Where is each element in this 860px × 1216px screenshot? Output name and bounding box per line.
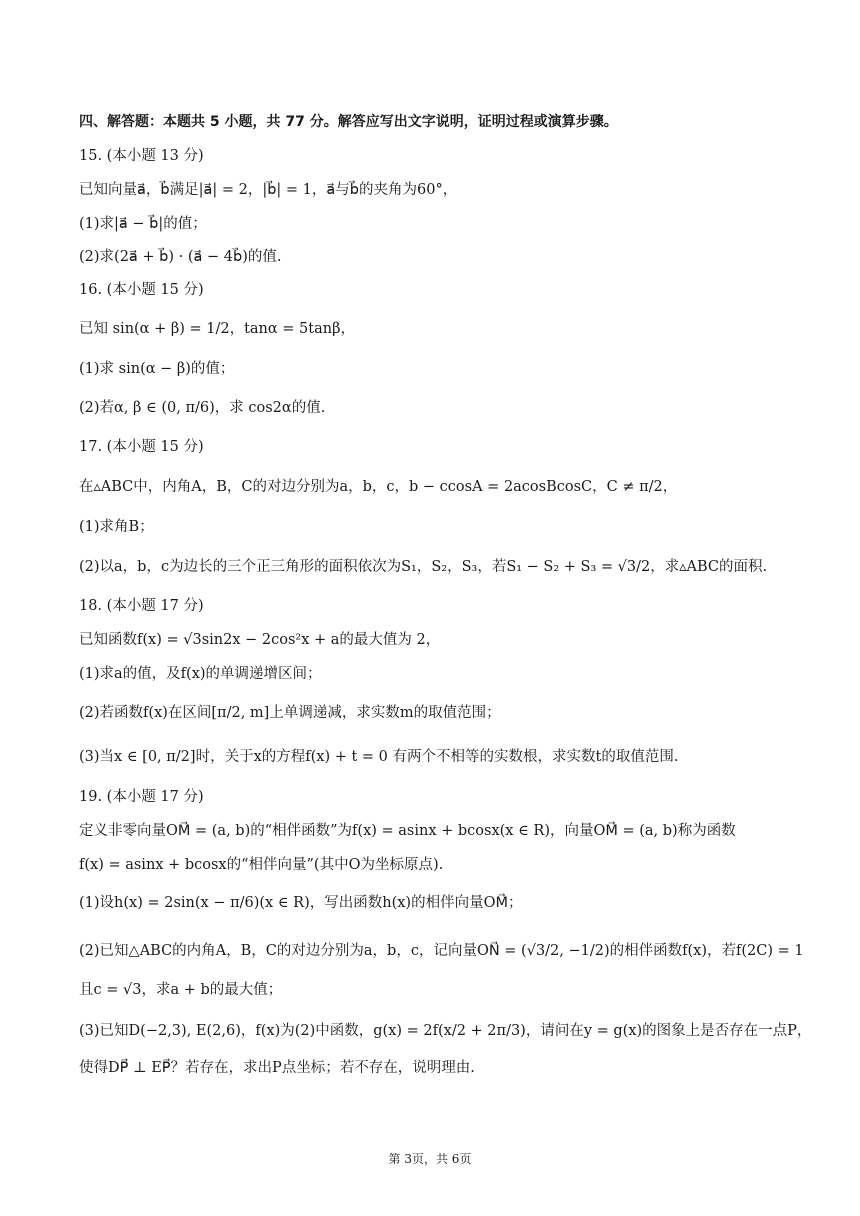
problem-19-line: 使得DP⃗ ⊥ EP⃗？若存在，求出P点坐标；若不存在，说明理由. (79, 1060, 475, 1076)
problem-19-line: 定义非零向量OM⃗ = (a, b)的“相伴函数”为f(x) = asinx + bcosx(x ∈ R)，向量OM⃗ = (a, b)称为函数 (79, 823, 736, 839)
problem-19-line: (3)已知D(−2,3), E(2,6)，f(x)为(2)中函数，g(x) = 2f(x/2 + 2π/3)，请问在y = g(x)的图象上是否存在一点P， (79, 1023, 812, 1039)
problem-19-line: (1)设h(x) = 2sin(x − π/6)(x ∈ R)，写出函数h(x)的相伴向量OM⃗； (79, 895, 523, 911)
problem-15-line: (1)求|a⃗ − b⃗|的值； (79, 216, 207, 232)
problem-15-header: 15. (本小题 13 分) (79, 148, 204, 164)
problem-15-line: (2)求(2a⃗ + b⃗) · (a⃗ − 4b⃗)的值. (79, 249, 282, 265)
problem-16-line: 已知 sin(α + β) = 1/2，tanα = 5tanβ， (79, 321, 355, 337)
problem-17-line: (2)以a，b，c为边长的三个正三角形的面积依次为S₁，S₂，S₃，若S₁ − S₂ + S₃ = √3/2，求▵ABC的面积. (79, 559, 768, 575)
problem-17-header: 17. (本小题 15 分) (79, 439, 204, 455)
problem-19-header: 19. (本小题 17 分) (79, 789, 204, 805)
problem-19-line: f(x) = asinx + bcosx的“相伴向量”(其中O为坐标原点). (79, 857, 444, 873)
problem-15-line: 已知向量a⃗，b⃗满足|a⃗| = 2，|b⃗| = 1，a⃗与b⃗的夹角为60°， (79, 182, 458, 198)
problem-19-line: (2)已知△ABC的内角A，B，C的对边分别为a，b，c，记向量ON⃗ = (√3/2, −1/2)的相伴函数f(x)，若f(2C) = 1 (79, 943, 804, 959)
page-footer: 第 3页，共 6页 (388, 1152, 472, 1166)
problem-16-header: 16. (本小题 15 分) (79, 282, 204, 298)
problem-18-line: (1)求a的值，及f(x)的单调递增区间； (79, 666, 322, 682)
section-heading: 四、解答题：本题共 5 小题，共 77 分。解答应写出文字说明，证明过程或演算步骤。 (79, 114, 618, 130)
problem-18-header: 18. (本小题 17 分) (79, 598, 204, 614)
problem-19-line: 且c = √3，求a + b的最大值； (79, 982, 283, 998)
problem-16-line: (1)求 sin(α − β)的值； (79, 361, 235, 377)
problem-16-line: (2)若α, β ∈ (0, π/6)，求 cos2α的值. (79, 400, 326, 416)
problem-18-line: (3)当x ∈ [0, π/2]时，关于x的方程f(x) + t = 0 有两个不相等的实数根，求实数t的取值范围. (79, 749, 679, 765)
problem-17-line: (1)求角B； (79, 519, 154, 535)
problem-17-line: 在▵ABC中，内角A，B，C的对边分别为a，b，c，b − ccosA = 2acosBcosC，C ≠ π/2， (79, 479, 678, 495)
problem-18-line: 已知函数f(x) = √3sin2x − 2cos²x + a的最大值为 2， (79, 632, 441, 648)
problem-18-line: (2)若函数f(x)在区间[π/2, m]上单调递减，求实数m的取值范围； (79, 705, 501, 721)
